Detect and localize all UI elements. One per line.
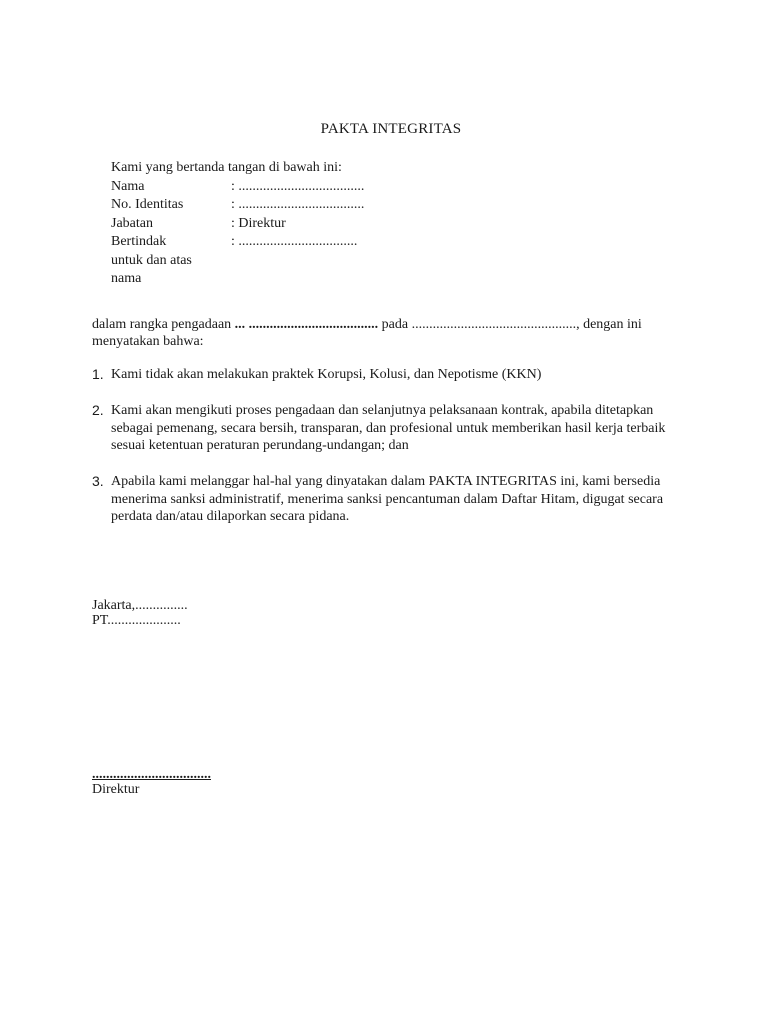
signature-title: Direktur xyxy=(92,782,140,797)
statement-list-item xyxy=(92,473,682,526)
field-label: No. Identitas xyxy=(111,197,184,212)
paragraph-blank: ... ..................................... xyxy=(234,317,379,332)
signature-line: .................................. xyxy=(92,767,211,782)
intro-block xyxy=(111,159,364,289)
list-number: 3. xyxy=(92,473,104,489)
field-value: : .................................. xyxy=(231,234,358,249)
statement-list-item xyxy=(92,366,682,384)
field-row-jabatan xyxy=(111,215,364,234)
field-label: Jabatan xyxy=(111,215,153,231)
paragraph-text: pada ..............................................., dengan ini menyatakan bahwa: xyxy=(92,317,642,349)
paragraph-text: dalam rangka pengadaan xyxy=(92,317,235,332)
list-number: 1. xyxy=(92,366,104,382)
field-label: Bertindak untuk dan atas nama xyxy=(111,234,192,286)
field-value: : .................................... xyxy=(231,197,365,212)
field-row-identitas xyxy=(111,196,364,215)
list-text: Apabila kami melanggar hal-hal yang dinyatakan dalam PAKTA INTEGRITAS ini, kami bersedia menerima sanksi administratif, menerima sanksi pencantuman dalam Daftar Hitam, digugat secara perdata dan/atau dilaporkan secara pidana. xyxy=(111,474,664,524)
company-name: PT..................... xyxy=(92,613,181,628)
place-date-block xyxy=(92,598,188,628)
field-label: Nama xyxy=(111,178,145,194)
intro-text: Kami yang bertanda tangan di bawah ini: xyxy=(111,160,342,175)
field-value: : .................................... xyxy=(231,178,365,194)
list-text: Kami akan mengikuti proses pengadaan dan selanjutnya pelaksanaan kontrak, apabila ditetapkan sebagai pemenang, secara bersih, transparan, dan profesional untuk memberikan hasil kerja terbaik sesuai ketentuan peraturan perundang-undangan; dan xyxy=(111,403,666,453)
list-text: Kami tidak akan melakukan praktek Korupsi, Kolusi, dan Nepotisme (KKN) xyxy=(111,367,542,382)
procurement-paragraph xyxy=(92,316,682,350)
place-date: Jakarta,............... xyxy=(92,598,188,613)
statement-list-item xyxy=(92,402,682,455)
signature-block xyxy=(92,767,211,797)
field-row-nama xyxy=(111,178,364,197)
field-value: : Direktur xyxy=(231,215,286,231)
list-number: 2. xyxy=(92,402,104,418)
field-row-bertindak xyxy=(111,233,364,289)
document-title: PAKTA INTEGRITAS xyxy=(320,121,462,137)
